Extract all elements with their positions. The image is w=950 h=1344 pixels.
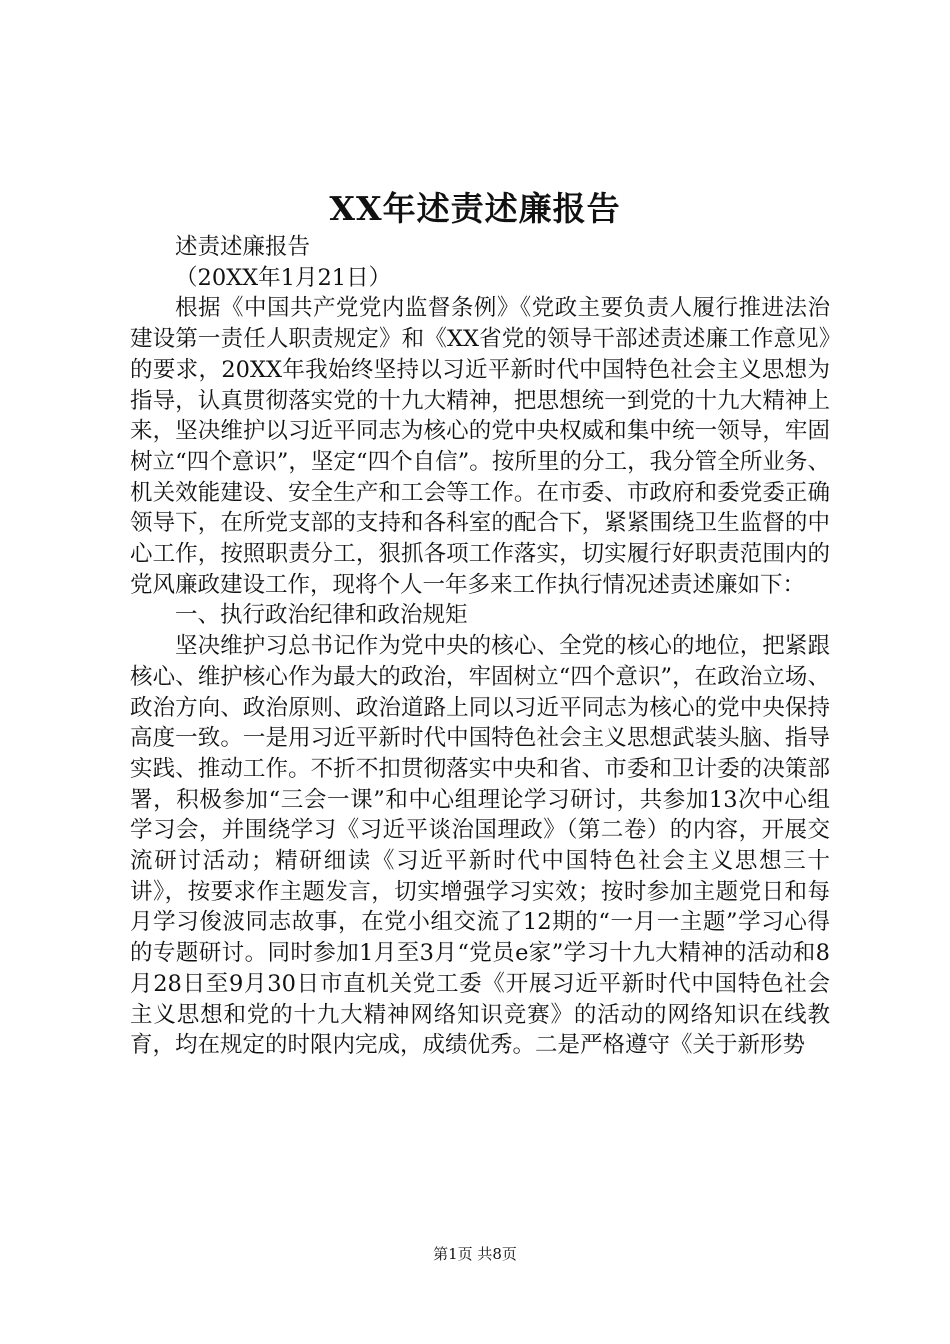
section-paragraph: 坚决维护习总书记作为党中央的核心、全党的核心的地位，把紧跟核心、维护核心作为最大的政治，牢固树立“四个意识”，在政治立场、政治方向、政治原则、政治道路上同以习近平同志为核心的党中央保持高度一致。一是用习近平新时代中国特色社会主义思想武装头脑、指导实践、推动工作。不折不扣贯彻落实中央和省、市委和卫计委的决策部署，积极参加“三会一课”和中心组理论学习研讨，共参加13次中心组学习会，并围绕学习《习近平谈治国理政》（第二卷）的内容，开展交流研讨活动；精研细读《习近平新时代中国特色社会主义思想三十讲》，按要求作主题发言，切实增强学习实效；按时参加主题党日和每月学习俊波同志故事，在党小组交流了12期的“一月一主题”学习心得的专题研讨。同时参加1月至3月“党员e家”学习十九大精神的活动和8月28日至9月30日市直机关党工委《开展习近平新时代中国特色社会主义思想和党的十九大精神网络知识竞赛》的活动的网络知识在线教育，均在规定的时限内完成，成绩优秀。二是严格遵守《关于新形势 [130,633,830,1059]
report-heading-paragraph: 述责述廉报告 [175,234,311,260]
report-date-paragraph: （20XX年1月21日） [175,264,392,291]
document-body [130,232,830,1061]
intro-paragraph: 根据《中国共产党党内监督条例》《党政主要负责人履行推进法治建设第一责任人职责规定》和《XX省党的领导干部述责述廉工作意见》的要求，20XX年我始终坚持以习近平新时代中国特色社会主义思想为指导，认真贯彻落实党的十九大精神，把思想统一到党的十九大精神上来，坚决维护以习近平同志为核心的党中央权威和集中统一领导，牢固树立“四个意识”，坚定“四个自信”。按所里的分工，我分管全所业务、机关效能建设、安全生产和工会等工作。在市委、市政府和委党委正确领导下，在所党支部的支持和各科室的配合下，紧紧围绕卫生监督的中心工作，按照职责分工，狠抓各项工作落实，切实履行好职责范围内的党风廉政建设工作，现将个人一年多来工作执行情况述责述廉如下： [130,295,830,598]
page-footer: 第1页 共8页 [433,1245,517,1263]
document-title: XX年述责述廉报告 [329,189,621,228]
section-heading: 一、执行政治纪律和政治规矩 [175,602,468,629]
